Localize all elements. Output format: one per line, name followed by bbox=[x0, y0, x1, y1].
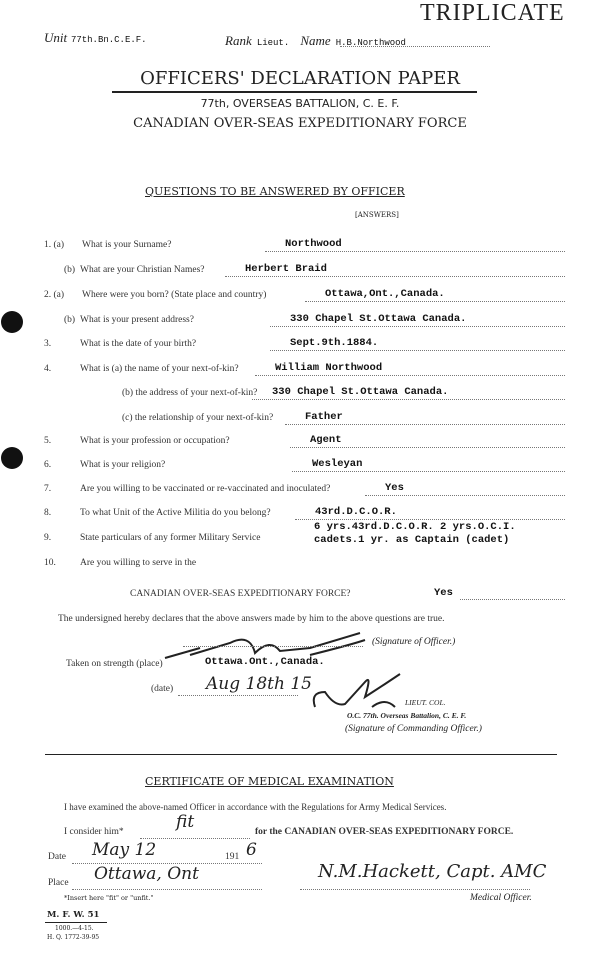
triplicate-stamp: TRIPLICATE bbox=[420, 0, 565, 26]
question-answer: Herbert Braid bbox=[245, 263, 327, 275]
question-text: What is the date of your birth? bbox=[80, 339, 197, 349]
medical-examined-text: I have examined the above-named Officer in accordance with the Regulations for Army Medical Services. bbox=[64, 802, 447, 812]
unit-label: Unit bbox=[44, 30, 68, 45]
co-rank: LIEUT. COL. bbox=[405, 698, 446, 707]
signature-officer-label: (Signature of Officer.) bbox=[372, 637, 456, 647]
rank-label: Rank bbox=[225, 33, 252, 48]
question-answer: Sept.9th.1884. bbox=[290, 337, 379, 349]
question-answer: Northwood bbox=[285, 238, 342, 250]
q10-answer: Yes bbox=[434, 587, 453, 599]
question-text: What is your religion? bbox=[80, 460, 166, 470]
footnote: *Insert here "fit" or "unfit." bbox=[64, 894, 154, 902]
question-text: Where were you born? (State place and country) bbox=[82, 290, 267, 300]
question-text: What is your Surname? bbox=[82, 240, 172, 250]
declaration-text: The undersigned hereby declares that the above answers made by him to the above questions are true. bbox=[58, 614, 445, 624]
page-title: OFFICERS' DECLARATION PAPER bbox=[140, 68, 460, 89]
question-text: (c) the relationship of your next-of-kin? bbox=[122, 413, 274, 423]
question-answer: Agent bbox=[310, 434, 342, 446]
question-number: 3. bbox=[44, 339, 52, 349]
medical-heading: CERTIFICATE OF MEDICAL EXAMINATION bbox=[145, 775, 394, 788]
question-text: What is your present address? bbox=[80, 315, 194, 325]
question-answer: Wesleyan bbox=[312, 458, 363, 470]
question-number: 1. (a) bbox=[44, 240, 65, 250]
question-number: 6. bbox=[44, 460, 52, 470]
medical-date-label: Date bbox=[48, 852, 66, 862]
battalion-subtitle: 77th, OVERSEAS BATTALION, C. E. F. bbox=[200, 97, 400, 110]
question-number: 2. (a) bbox=[44, 290, 65, 300]
consider-value: fit bbox=[176, 812, 195, 832]
consider-prefix: I consider him* bbox=[64, 827, 124, 837]
q10-continuation: CANADIAN OVER-SEAS EXPEDITIONARY FORCE? bbox=[130, 589, 351, 599]
medical-officer-signature: N.M.Hackett, Capt. AMC bbox=[318, 861, 547, 882]
question-text: To what Unit of the Active Militia do you belong? bbox=[80, 508, 271, 518]
punch-hole bbox=[1, 311, 23, 333]
question-number: 9. bbox=[44, 533, 52, 543]
question-text: What are your Christian Names? bbox=[80, 265, 205, 275]
question-number: 5. bbox=[44, 436, 52, 446]
question-text: What is (a) the name of your next-of-kin? bbox=[80, 364, 239, 374]
question-answer: 330 Chapel St.Ottawa Canada. bbox=[290, 313, 467, 325]
taken-place-value: Ottawa.Ont.,Canada. bbox=[205, 656, 325, 668]
form-line2: H. Q. 1772-39-95 bbox=[47, 934, 100, 941]
question-answer: 330 Chapel St.Ottawa Canada. bbox=[272, 386, 449, 398]
year-prefix: 191 bbox=[225, 852, 240, 862]
unit-value: 77th.Bn.C.E.F. bbox=[70, 35, 147, 45]
rank-value: Lieut. bbox=[256, 38, 290, 48]
taken-date-value: Aug 18th 15 bbox=[206, 674, 312, 694]
question-answer: Ottawa,Ont.,Canada. bbox=[325, 288, 445, 300]
medical-place-label: Place bbox=[48, 878, 69, 888]
medical-date-value: May 12 bbox=[92, 840, 157, 860]
taken-date-label: (date) bbox=[151, 684, 174, 694]
question-text: What is your profession or occupation? bbox=[80, 436, 230, 446]
question-answer: 6 yrs.43rd.D.C.O.R. 2 yrs.O.C.I. bbox=[314, 521, 516, 533]
answers-label: [ANSWERS] bbox=[355, 211, 399, 219]
question-text: Are you willing to serve in the bbox=[80, 558, 197, 568]
consider-suffix: for the CANADIAN OVER-SEAS EXPEDITIONARY FORCE. bbox=[255, 827, 514, 837]
header-line bbox=[44, 30, 147, 46]
question-answer: Yes bbox=[385, 482, 404, 494]
name-label: Name bbox=[300, 33, 331, 48]
co-signature-label: (Signature of Commanding Officer.) bbox=[345, 724, 482, 734]
co-signature bbox=[310, 672, 405, 712]
question-answer: 43rd.D.C.O.R. bbox=[315, 506, 397, 518]
taken-on-strength-label: Taken on strength (place) bbox=[66, 659, 163, 669]
medical-officer-label: Medical Officer. bbox=[470, 893, 532, 903]
question-number: (b) bbox=[64, 265, 76, 275]
questions-heading: QUESTIONS TO BE ANSWERED BY OFFICER bbox=[145, 185, 405, 198]
question-text: Are you willing to be vaccinated or re-vaccinated and inoculated? bbox=[80, 484, 331, 494]
year-value: 6 bbox=[246, 840, 257, 860]
form-code: M. F. W. 51 bbox=[47, 910, 100, 920]
form-line1: 1000.—4-15. bbox=[55, 925, 94, 932]
name-value: H.B.Northwood bbox=[335, 38, 406, 48]
question-number: (b) bbox=[64, 315, 76, 325]
question-answer-line2: cadets.1 yr. as Captain (cadet) bbox=[314, 534, 510, 546]
question-number: 4. bbox=[44, 364, 52, 374]
punch-hole bbox=[1, 447, 23, 469]
co-unit: O.C. 77th. Overseas Battalion, C. E. F. bbox=[347, 711, 467, 720]
question-answer: Father bbox=[305, 411, 343, 423]
question-number: 7. bbox=[44, 484, 52, 494]
question-text: (b) the address of your next-of-kin? bbox=[122, 388, 258, 398]
question-answer: William Northwood bbox=[275, 362, 383, 374]
question-number: 10. bbox=[44, 558, 56, 568]
question-text: State particulars of any former Military Service bbox=[80, 533, 261, 543]
force-title: CANADIAN OVER-SEAS EXPEDITIONARY FORCE bbox=[133, 116, 467, 131]
question-number: 8. bbox=[44, 508, 52, 518]
medical-place-value: Ottawa, Ont bbox=[94, 864, 199, 884]
